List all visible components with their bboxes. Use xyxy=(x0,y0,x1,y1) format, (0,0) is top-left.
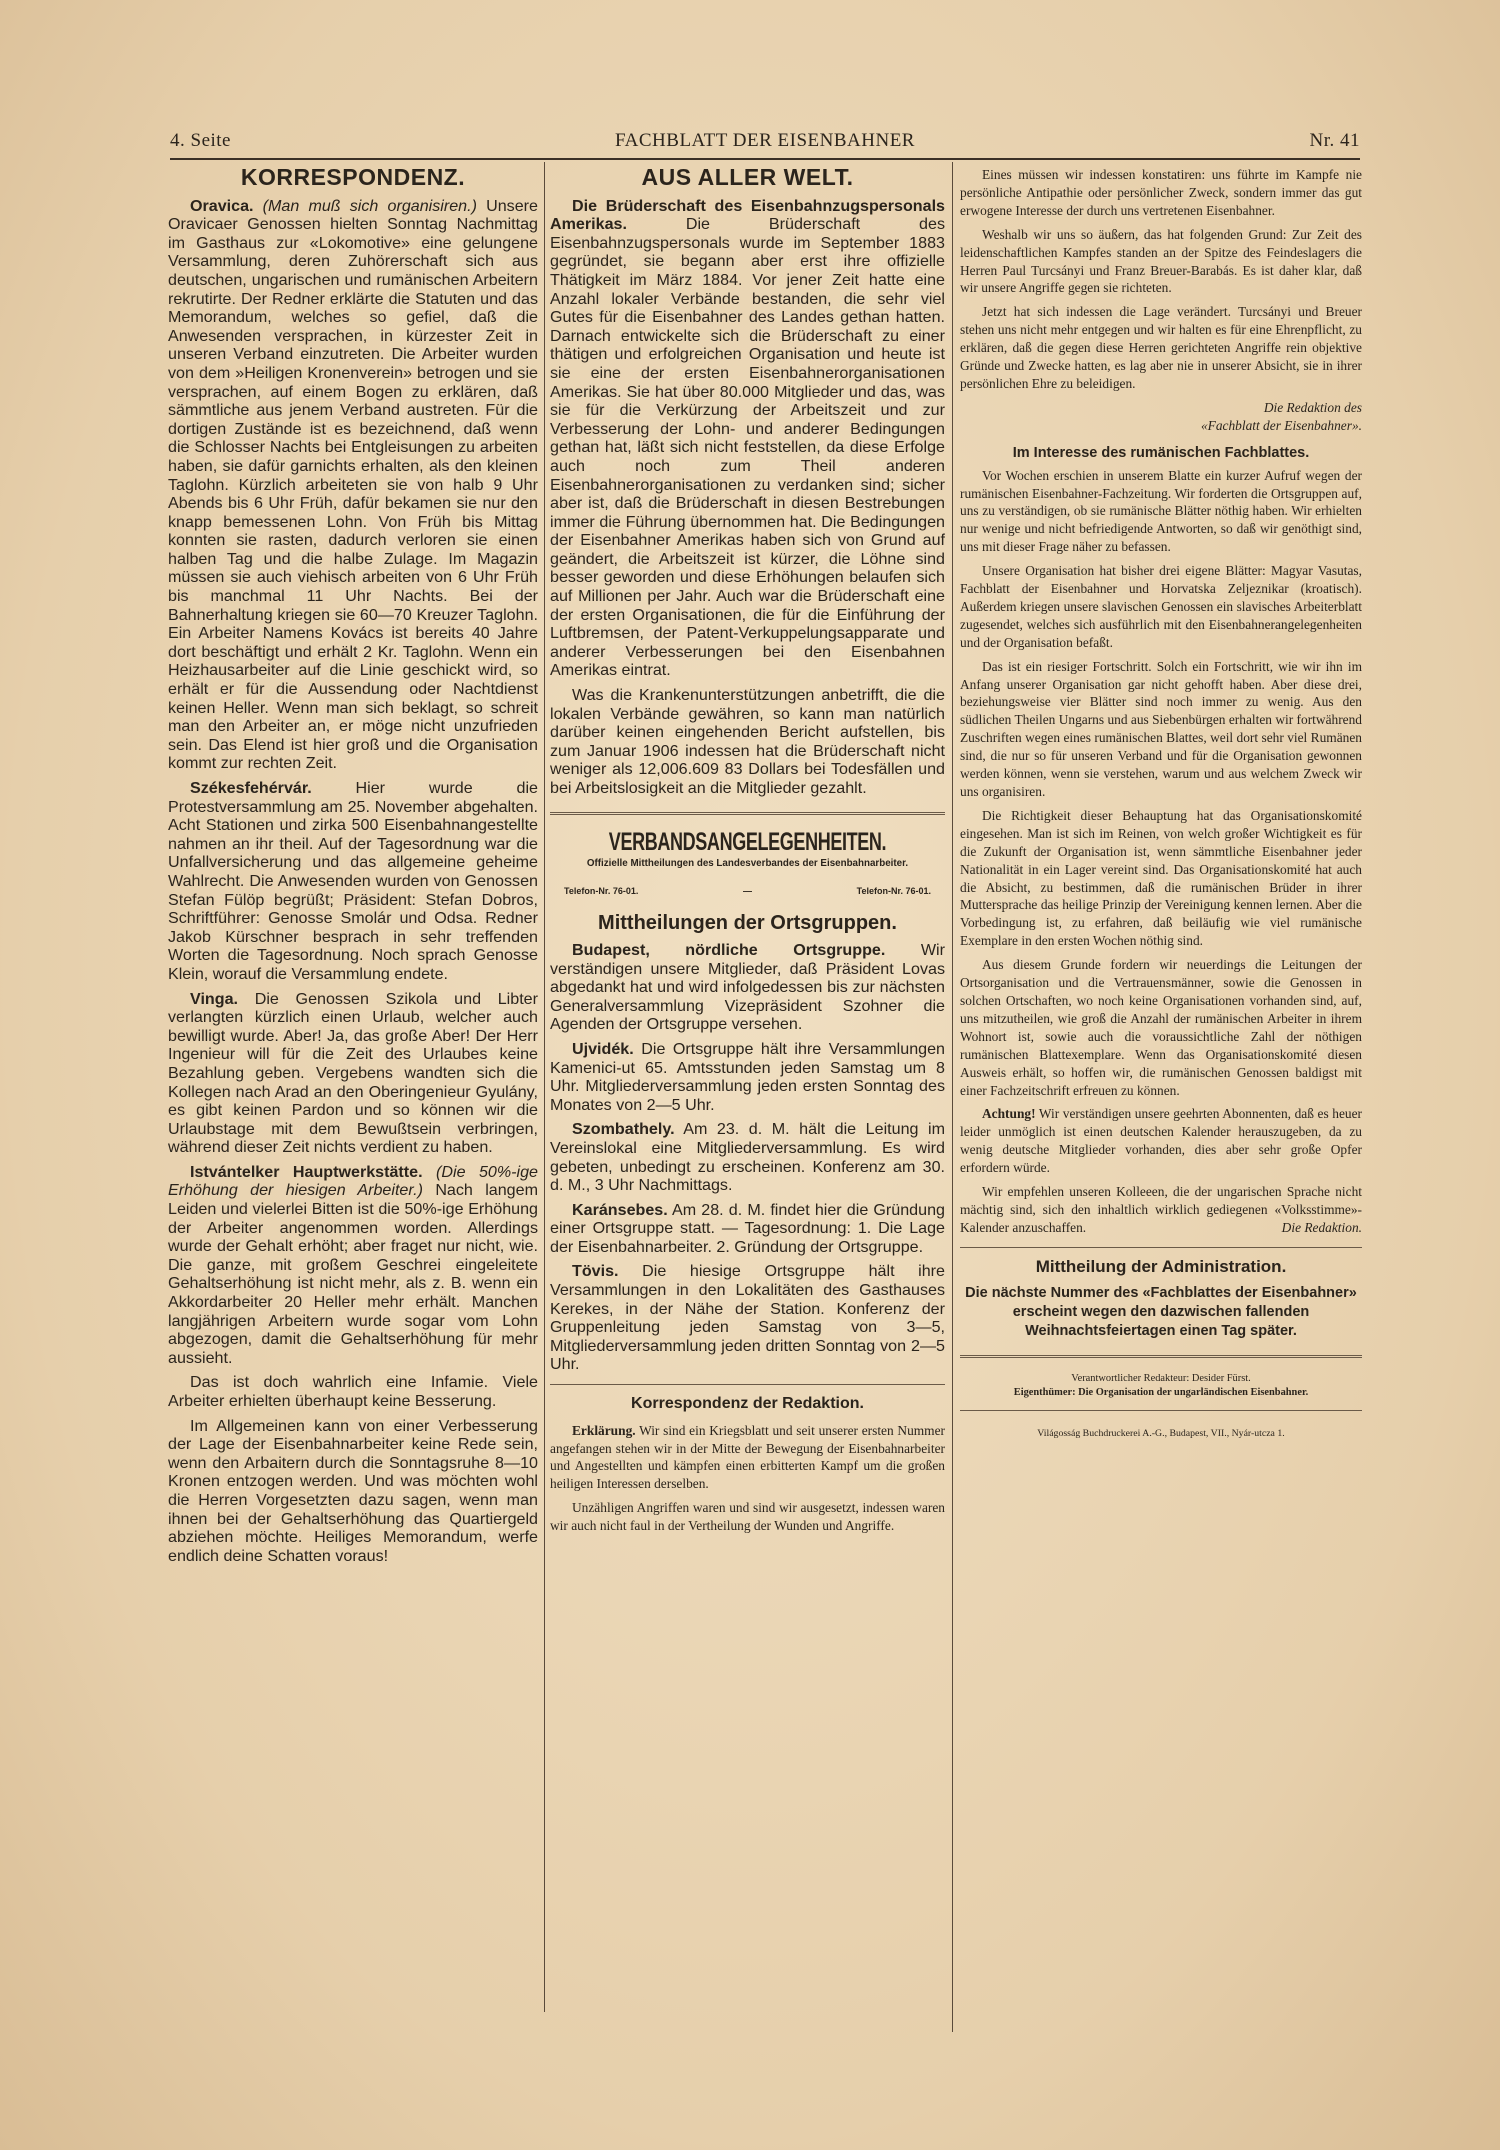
telefon-line: Telefon-Nr. 76-01. — Telefon-Nr. 76-01. xyxy=(564,885,931,896)
paragraph: Vor Wochen erschien in unserem Blatte ein kurzer Aufruf wegen der rumänischen Eisenbahner-Fachzeitung. Wir forderten die Ortsgruppen auf, uns zu verständigen, ob sie rumänische Blätter nöthig haben. Wir erhielten nur wenige und nicht befriedigende Antworten, so daß wir genöthigt sind, uns mit dieser Frage näher zu befassen. xyxy=(960,467,1362,555)
article-istvantelek: Istvántelker Hauptwerkstätte. (Die 50%-ige Erhöhung der hiesigen Arbeiter.) Nach langem Leiden und vielerlei Bitten ist die 50%-ige Erhöhung der Arbeiter angenommen worden. Allerdings wurde der Gehalt erhöht; aber fraget nur nicht, wie. Die ganze, mit großem Geschrei eingeleitete Gehaltserhöhung ist nicht mehr, als z. B. wenn ein Akkordarbeiter 20 Heller mehr erhält. Manchen langjährigen Arbeitern wurde sogar vom Lohn abgezogen, damit die Gehaltserhöhung für mehr aussieht. xyxy=(168,1162,538,1367)
article-vinga: Vinga. Die Genossen Szikola und Libter verlangten kürzlich einen Urlaub, welcher auch bewilligt wurde. Aber! Ja, das große Aber! Der Herr Ingenieur will für die Zeit des Urlaubes keine Bezahlung geben. Vergebens wandten sich die Kollegen nach Arad an den Oberingenieur Gyulány, es gibt keinen Pardon und so können wir die Urlaubstage mit dem Bewußtsein verbringen, während dieser Zeit nichts verdient zu haben. xyxy=(168,989,538,1157)
column-korrespondenz xyxy=(168,166,538,2016)
redaktion-body: Erklärung. Wir sind ein Kriegsblatt und seit unserer ersten Nummer angefangen stehen wir in der Mitte der Bewegung der Eisenbahnarbeiter und Angestellten und kämpfen einen erbitterten Kampf um die großen heiligen Interessen derselben. Unzähligen Angriffen waren und sind wir ausgesetzt, indessen waren wir auch nicht faul in der Vertheilung der Wunden und Angriffe. xyxy=(550,1422,945,1534)
mitteilungen-title: Mittheilungen der Ortsgruppen. xyxy=(598,912,897,935)
masthead-title: FACHBLATT DER EISENBAHNER xyxy=(615,130,915,151)
paragraph: Wir empfehlen unseren Kolleeen, die der ungarischen Sprache nicht mächtig sind, sich den inhaltlich wirklich gediegenen «Volksstimme»-Kalender anzuschaffen. Die Redaktion. xyxy=(960,1184,1362,1235)
header-rule xyxy=(170,158,1360,160)
article-oravica: Oravica. (Man muß sich organisiren.) Unsere Oravicaer Genossen hielten Sonntag Nachmittag im Gasthaus zur «Lokomotive» eine gelungene Versammlung, deren Zuhörerschaft sich aus deutschen, ungarischen und rumänischen Arbeitern rekrutirte. Der Redner erklärte die Statuten und das Memorandum, welches so gefiel, daß die Anwesenden versprachen, in kürzester Zeit in unseren Verband einzutreten. Die Arbeiter wurden von dem »Heiligen Kronenverein» betrogen und sie versprachen, auf einem Bogen zu erklären, daß sämmtliche aus jenem Verband austreten. Für die dortigen Zustände ist es bezeichnend, daß wenn die Schlosser Nachts bei Entgleisungen zu arbeiten haben, sie dafür garnichts erhalten, als den kleinen Taglohn. Kürzlich arbeiteten sie von halb 9 Uhr Abends bis 6 Uhr Früh, dafür bekamen sie nur den knapp bemessenen Lohn. Von Früh bis Mittag konnten sie rasten, dadurch verloren sie einen halben Tag und die halbe Zulage. Im Magazin müssen sie auch viehisch arbeiten von 6 Uhr Früh bis manchmal 11 Uhr Nachts. Bei der Bahnerhaltung kriegen sie 60—70 Kreuzer Taglohn. Ein Arbeiter Namens Kovács ist bereits 40 Jahre dort beschäftigt und erhält 2 Kr. Taglohn. Wenn ein Heizhausarbeiter auf die Linie geschickt wird, so erhält er für die Aussendung oder Nachtdienst keinen Heller. Wenn man sich beklagt, so schreit man den Arbeiter an, er möge nicht unzufrieden sein. Das Elend ist hier groß und die Organisation kommt zur rechten Zeit. xyxy=(168,196,538,773)
column-right xyxy=(960,166,1362,2036)
page-header xyxy=(170,130,1360,156)
article-karansebes: Karánsebes. Am 28. d. M. findet hier die Gründung einer Ortsgruppe statt. — Tagesordnung: 1. Die Lage der Eisenbahnarbeiter. 2. Gründung der Ortsgruppe. xyxy=(550,1200,945,1256)
section-rule xyxy=(960,1355,1362,1358)
imprint-owner: Eigenthümer: Die Organisation der ungarländischen Eisenbahner. xyxy=(1013,1386,1309,1398)
article-szombathely: Szombathely. Am 23. d. M. hält die Leitung im Vereinslokal eine Mitgliederversammlung. Es wird gebeten, unbedingt zu erscheinen. Konferenz am 30. d. M., 3 Uhr Nachmittags. xyxy=(550,1120,945,1195)
section-rule xyxy=(960,1247,1362,1248)
section-title: AUS ALLER WELT. xyxy=(641,166,854,190)
paragraph: Aus diesem Grunde fordern wir neuerdings die Leitungen der Ortsorganisation und die Vertrauensmänner, sowie die Genossen in solchen Ortschaften, wo noch keine Organisationen vorhanden sind, auf, uns mitzutheilen, wie groß die Anzahl der rumänischen Arbeiter in ihrem Wohnort ist, sowie auch die voraussichtliche Zahl der nöthigen rumänischen Blattexemplare. Wenn das Organisationskomité diesen Ausweis erhält, so hoffen wir, die rumänischen Genossen baldigst mit einer Fachzeitschrift erfreuen zu können. xyxy=(960,957,1362,1098)
admin-title: Mittheilung der Administration. xyxy=(1035,1256,1287,1276)
imprint-editor: Verantwortlicher Redakteur: Desider Fürst. xyxy=(1071,1372,1251,1384)
paragraph: Eines müssen wir indessen konstatiren: uns führte im Kampfe nie persönliche Antipathie oder persönlicher Zweck, sondern immer das gut erwogene Interesse der durch uns vertretenen Eisenbahner. xyxy=(960,167,1362,218)
paragraph: Das ist ein riesiger Fortschritt. Solch ein Fortschritt, wie wir ihn im Anfang unserer Organisation gar nicht gehofft haben. Aber diese drei, beziehungsweise vier Blätter sind noch immer zu wenig. Aus den südlichen Theilen Ungarns und aus Siebenbürgen erhalten wir fortwährend Zuschriften wegen eines rumänischen Blattes, weil dort sehr viel Rumänen sind, die nur so für unseren Verband und für die Organisation gewonnen werden können, wenn sie verstehen, warum und aus welchem Zweck wir uns organisiren. xyxy=(960,658,1362,799)
redaktion-title: Korrespondenz der Redaktion. xyxy=(631,1395,864,1413)
verband-title: VERBANDSANGELEGENHEITEN. xyxy=(608,827,887,856)
paragraph: Unsere Organisation hat bisher drei eigene Blätter: Magyar Vasutas, Fachblatt der Eisenbahner und Horvatska Zeljeznikar (kroatisch). Außerdem kriegen unsere slavischen Genossen ein slavisches Arbeiterblatt zugesendet, welches sich ausführlich mit den Eisenbahnerangelegenheiten und der Organisation befaßt. xyxy=(960,563,1362,650)
verband-subtitle: Offizielle Mittheilungen des Landesverbandes der Eisenbahnarbeiter. xyxy=(586,858,909,870)
page-label: 4. Seite xyxy=(170,130,231,151)
column-divider xyxy=(544,162,545,2012)
column-aus-aller-welt xyxy=(550,166,945,2026)
paragraph: Im Allgemeinen kann von einer Verbesserung der Lage der Eisenbahnarbeiter keine Rede sein, wenn den Arbaitern durch die Sonntagsruhe 8—10 Kronen entzogen werden. Und was möchten wohl die Herren Vorgesetzten dazu sagen, wenn man ihnen bei der Gehaltserhöhung das Quartiergeld abziehen möchte. Heiliges Memorandum, werfe endlich deine Schatten voraus! xyxy=(168,1416,538,1565)
section-rule xyxy=(550,1384,945,1385)
paragraph: Jetzt hat sich indessen die Lage verändert. Turcsányi und Breuer stehen uns nicht mehr entgegen und wir halten es für eine Ehrenpflicht, zu erklären, daß die gegen diese Herren gerichteten Angriffe rein objektive Gründe und Zwecke hatten, es lag aber nie in unserer Absicht, sie in ihrer persönlichen Ehre zu beleidigen. xyxy=(960,304,1362,391)
signature: Die Redaktion des «Fachblatt der Eisenbahner». xyxy=(1200,399,1362,433)
article-budapest: Budapest, nördliche Ortsgruppe. Wir verständigen unsere Mitglieder, daß Präsident Lovas abgedankt hat und wird infolgedessen bis zur nächsten Generalversammlung Vizepräsident Szohner die Agenden der Ortsgruppe versehen. xyxy=(550,940,945,1034)
article-szekesfehervar: Székesfehérvár. Hier wurde die Protestversammlung am 25. November abgehalten. Acht Stationen und zirka 500 Eisenbahnangestellte nahmen an ihr theil. Auf der Tagesordnung war die Unfallversicherung und das allgemeine geheime Wahlrecht. Die Anwesenden wurden von Genossen Stefan Fülöp begrüßt; Präsident: Stefan Dobros, Schriftführer: Genosse Smolár und Odsa. Redner Jakob Kürschner besprach in sehr treffenden Worten die Tagesordnung. Noch sprach Genosse Klein, worauf die Versammlung endete. xyxy=(168,779,538,983)
section-rule xyxy=(550,812,945,815)
printer-line: Világosság Buchdruckerei A.-G., Budapest, VII., Nyár-utcza 1. xyxy=(1037,1427,1285,1439)
issue-number: Nr. 41 xyxy=(1309,130,1360,151)
paragraph: Weshalb wir uns so äußern, das hat folgenden Grund: Zur Zeit des leidenschaftlichen Kampfes standen an der Spitze des Feindeslagers die Herren Paul Turcsányi und Franz Breuer-Barabás. Es ist daher klar, daß wir unsere Angriffe gegen sie richteten. xyxy=(960,226,1362,296)
section-rule xyxy=(960,1410,1362,1411)
article-achtung: Achtung! Wir verständigen unsere geehrten Abonnenten, daß es heuer leider unmöglich ist einen deutschen Kalender herauszugeben, da zu wenig deutsche Mitglieder vorhanden, dies aber sehr große Opfer erfordern würde. xyxy=(960,1106,1362,1176)
admin-body: Die nächste Nummer des «Fachblattes der Eisenbahner» erscheint wegen den dazwischen fallenden Weihnachtsfeiertagen einen Tag später. xyxy=(965,1284,1357,1339)
section-title: KORRESPONDENZ. xyxy=(240,166,466,190)
column-divider xyxy=(952,162,953,2032)
paragraph: Die Richtigkeit dieser Behauptung hat das Organisationskomité eingesehen. Man ist sich im Reinen, von welch großer Wichtigkeit es für die Zukunft der Organisation ist, wenn sämmtliche Eisenbahner jeder Nationalität in ein Lager vereint sind. Das Organisationskomité hat auch die Absicht, zu bestimmen, daß die rumänischen Brüder in ihrer Muttersprache das heilige Prinzip der Vereinigung kennen lernen. Aber die Vorbedingung ist, zu erfahren, daß beiläufig wie viel rumänische Exemplare in den ersten Wochen nöthig sind. xyxy=(960,807,1362,949)
paragraph: Was die Krankenunterstützungen anbetrifft, die die lokalen Verbände gewähren, so kann man natürlich darüber keinen eingehenden Bericht aufstellen, bis zum Januar 1906 indessen hat die Brüderschaft nicht weniger als 12,006.609 83 Dollars bei Todesfällen und bei Arbeitslosigkeit an die Mitglieder gezahlt. xyxy=(550,686,945,797)
article-bruderschaft: Die Brüderschaft des Eisenbahnzugspersonals Amerikas. Die Brüderschaft des Eisenbahnzugspersonals wurde im September 1883 gegründet, sie begann aber erst ihre offizielle Thätigkeit im März 1884. Vor jener Zeit hatte eine Anzahl lokaler Verbände bestanden, die sehr viel Gutes für die Eisenbahner des Landes gethan hatten. Darnach entwickelte sich die Brüderschaft zu einer thätigen und erfolgreichen Organisation und heute ist sie eine der ersten Eisenbahnerorganisationen Amerikas. Sie hat über 80.000 Mitglieder und das, was sie für die Verkürzung der Arbeitszeit und zur Verbesserung der Lohn- und anderer Bedingungen gethan hat, läßt sich nicht feststellen, da diese Erfolge auch noch zum Theil anderen Eisenbahnerorganisationen zu verdanken sind; sicher aber ist, daß die Brüderschaft in diesen Bestrebungen immer die Führung übernommen hat. Die Bedingungen der Eisenbahner Amerikas haben sich von Grund auf geändert, die Arbeitszeit ist kürzer, die Löhne sind besser geworden und diese Erhöhungen belaufen sich auf Millionen per Jahr. Auch war die Brüderschaft eine der ersten Organisationen, die für die Einführung der Luftbremsen, der Patent-Verkuppelungsapparate und anderer Verbesserungen bei den Eisenbahnen Amerikas eintrat. xyxy=(550,196,945,680)
rumanian-title: Im Interesse des rumänischen Fachblattes. xyxy=(1012,444,1310,461)
article-tovis: Tövis. Die hiesige Ortsgruppe hält ihre Versammlungen in den Lokalitäten des Gasthauses Kerekes, in der Nähe der Station. Konferenz der Gruppenleitung jeden Samstag von 3—5, Mitgliederversammlung jeden dritten Sonntag von 2—5 Uhr. xyxy=(550,1262,945,1374)
article-ujvidek: Ujvidék. Die Ortsgruppe hält ihre Versammlungen Kamenici-ut 65. Amtsstunden jeden Samstag um 8 Uhr. Mitgliederversammlung jeden ersten Sonntag des Monates von 2—5 Uhr. xyxy=(550,1039,945,1114)
paragraph: Das ist doch wahrlich eine Infamie. Viele Arbeiter erhielten überhaupt keine Besserung. xyxy=(168,1373,538,1410)
